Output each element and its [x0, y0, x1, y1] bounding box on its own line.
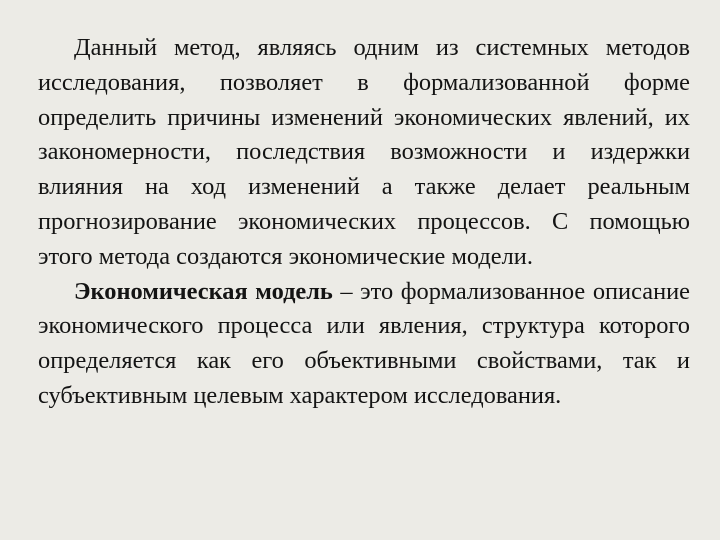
- defined-term: Экономическая модель: [74, 277, 333, 305]
- text-block: [38, 31, 690, 414]
- definition-text: – это формализованное описание экономического процесса или явления, структура которого определяется как его объективными свойствами, так и субъективным целевым характером исследования.: [38, 277, 690, 409]
- paragraph-1-text: Данный метод, являясь одним из системных методов исследования, позволяет в формализованной форме определить причины изменений экономических явлений, их закономерности, последствия возможности и издержки влияния на ход изменений а также делает реальным прогнозирование экономических процессов. С помощью этого метода создаются экономические модели.: [38, 34, 690, 270]
- paragraph-method-description: [38, 31, 690, 275]
- paragraph-economic-model-definition: [38, 275, 690, 414]
